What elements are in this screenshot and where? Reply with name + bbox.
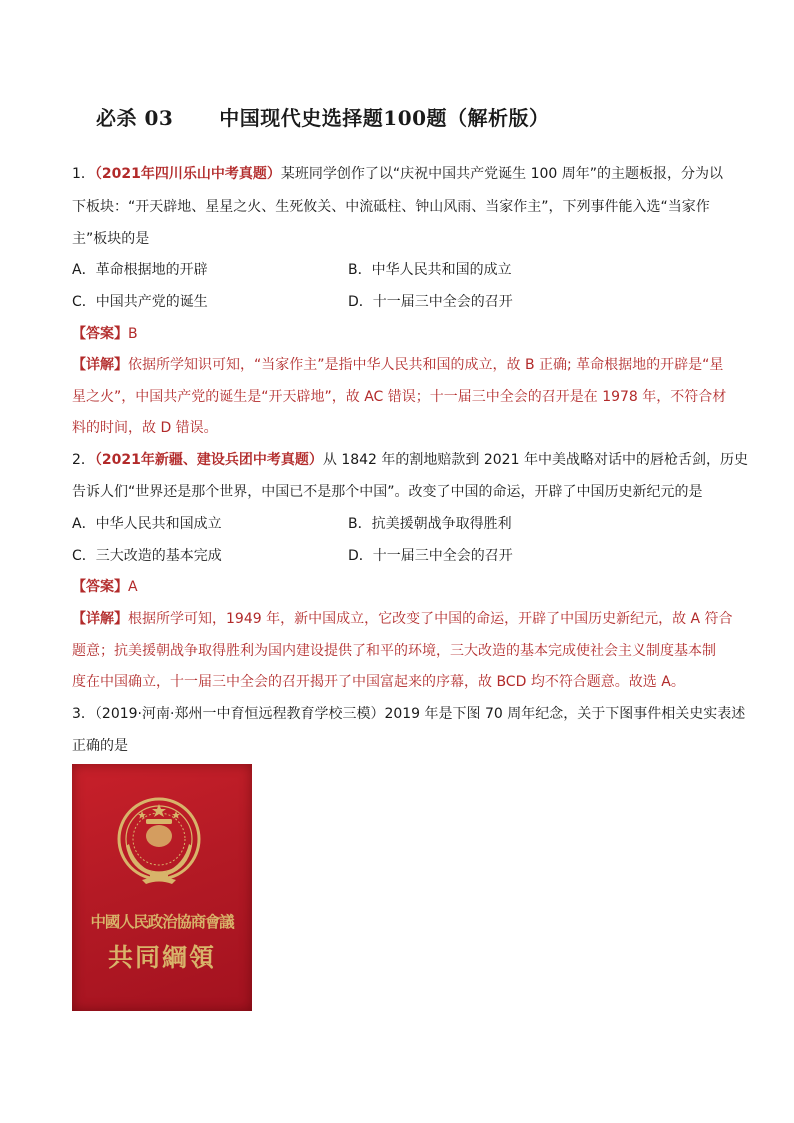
q1-option-b: B．中华人民共和国的成立 [348, 262, 512, 278]
q2-option-d: D．十一届三中全会的召开 [348, 548, 513, 564]
q2-detail-line-3: 度在中国确立，十一届三中全会的召开揭开了中国富起来的序幕，故 BCD 均不符合题意。故选 A。 [72, 674, 685, 690]
q3-text-1: （2019·河南·郑州一中育恒远程教育学校三模）2019 年是下图 70 周年纪念，关于下图事件相关史实表述 [94, 706, 746, 722]
title-number: 必杀 03 [96, 106, 174, 130]
q2-stem-line-2: 告诉人们“世界还是那个世界，中国已不是那个中国”。改变了中国的命运，开辟了中国历史新纪元的是 [72, 484, 703, 500]
q3-stem-line-1 [72, 704, 745, 724]
q1-detail-text-1: 依据所学知识可知，“当家作主”是指中华人民共和国的成立，故 B 正确; 革命根据地的开辟是“星 [128, 357, 724, 373]
q3-stem-line-2: 正确的是 [72, 738, 128, 754]
q3-number: 3． [72, 706, 95, 722]
book-title-line-1: 中國人民政治協商會議 [90, 912, 234, 931]
q2-detail-tag: 【详解】 [72, 611, 128, 627]
q1-answer-tag: 【答案】 [72, 326, 128, 342]
q1-detail-line-2: 星之火”，中国共产党的诞生是“开天辟地”，故 AC 错误；十一届三中全会的召开是在 1978 年，不符合材 [72, 389, 727, 405]
q2-option-c: C．三大改造的基本完成 [72, 548, 222, 564]
page-title [96, 102, 550, 131]
q1-detail-line-3: 料的时间，故 D 错误。 [72, 420, 218, 436]
q1-answer-value: B [128, 326, 138, 342]
q2-detail-text-1: 根据所学可知，1949 年，新中国成立，它改变了中国的命运，开辟了中国历史新纪元，故 A 符合 [128, 611, 733, 627]
q2-number: 2． [72, 452, 95, 468]
q2-option-a: A．中华人民共和国成立 [72, 516, 222, 532]
q1-option-c: C．中国共产党的诞生 [72, 294, 208, 310]
q1-detail-line-1 [72, 355, 723, 375]
q2-answer-value: A [128, 579, 138, 595]
q2-text-1: 从 1842 年的割地赔款到 2021 年中美战略对话中的唇枪舌剑，历史 [322, 452, 748, 468]
q1-option-d: D．十一届三中全会的召开 [348, 294, 513, 310]
title-text: 中国现代史选择题100题（解析版） [219, 106, 550, 130]
q1-answer [72, 324, 138, 344]
q2-option-b: B．抗美援朝战争取得胜利 [348, 516, 512, 532]
q1-option-a: A．革命根据地的开辟 [72, 262, 208, 278]
q2-answer [72, 577, 138, 597]
q1-source: （2021年四川乐山中考真题） [94, 166, 281, 182]
q1-number: 1． [72, 166, 95, 182]
q2-detail-line-2: 题意；抗美援朝战争取得胜利为国内建设提供了和平的环境，三大改造的基本完成使社会主义制度基本制 [72, 643, 716, 659]
q2-detail-line-1 [72, 609, 733, 629]
common-program-book-photo [72, 764, 252, 1011]
q2-source: （2021年新疆、建设兵团中考真题） [94, 452, 323, 468]
book-title-line-2: 共同綱領 [107, 943, 216, 972]
q1-stem-line-2: 下板块：“开天辟地、星星之火、生死攸关、中流砥柱、钟山风雨、当家作主”，下列事件能入选“当家作 [72, 199, 710, 215]
q1-stem-line-1 [72, 164, 723, 184]
q1-text-1: 某班同学创作了以“庆祝中国共产党诞生 100 周年”的主题板报，分为以 [280, 166, 724, 182]
q2-answer-tag: 【答案】 [72, 579, 128, 595]
q1-detail-tag: 【详解】 [72, 357, 128, 373]
q2-stem-line-1 [72, 450, 748, 470]
q1-stem-line-3: 主”板块的是 [72, 231, 150, 247]
